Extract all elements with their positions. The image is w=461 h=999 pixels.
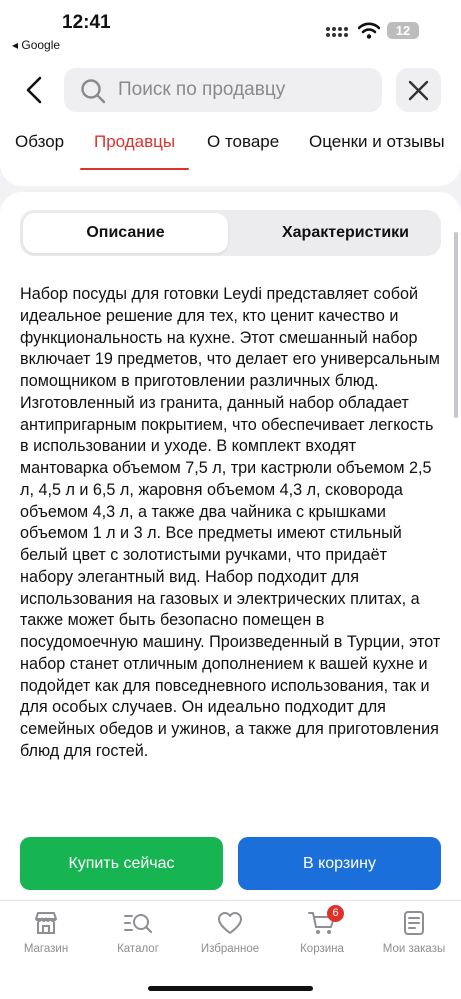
close-icon bbox=[408, 80, 429, 101]
segmented-control bbox=[20, 210, 441, 256]
orders-icon bbox=[400, 909, 428, 937]
wifi-icon bbox=[358, 22, 380, 39]
bottom-nav bbox=[0, 900, 461, 999]
nav-label: Корзина bbox=[300, 943, 344, 955]
description-card bbox=[0, 192, 461, 912]
add-to-cart-button[interactable]: В корзину bbox=[238, 837, 441, 890]
heart-icon bbox=[216, 909, 244, 937]
status-bar bbox=[0, 0, 461, 58]
buy-now-button[interactable]: Купить сейчас bbox=[20, 837, 223, 890]
scrollbar[interactable] bbox=[454, 232, 458, 418]
home-indicator[interactable] bbox=[148, 986, 313, 991]
nav-item-store[interactable] bbox=[1, 909, 91, 955]
tab-sellers[interactable]: Продавцы bbox=[94, 132, 175, 172]
cart-count-badge: 6 bbox=[327, 905, 344, 922]
product-description: Набор посуды для готовки Leydi представляет собой идеальное решение для тех, кто ценит качество и функциональность на кухне. Этот смешанный набор включает 19 предметов, что делает его универсальным помощником в приготовлении различных блюд. Изготовленный из гранита, данный набор обладает антипригарным покрытием, что обеспечивает легкость в использовании и уходе. В комплект входят мантоварка объемом 7,5 л, три кастрюли объемом 2,5 л, 4,5 л и 6,5 л, жаровня объемом 4,3 л, сковорода объемом 4,3 л, а также два чайника с крышками объемом 1 л и 3 л. Все предметы имеют стильный белый цвет с золотистыми ручками, что придаёт набору элегантный вид. Набор подходит для использования на газовых и электрических плитах, а также может быть безопасно помещен в посудомоечную машину. Произведенный в Турции, этот набор станет отличным дополнением к вашей кухне и подойдет как для повседневного использования, так и для особых случаев. Он идеально подходит для семейных обедов и ужинов, а также для приготовления блюд для гостей. bbox=[20, 285, 441, 760]
nav-label: Магазин bbox=[23, 943, 69, 955]
nav-label: Мои заказы bbox=[382, 943, 446, 955]
battery-icon: 12 bbox=[387, 22, 419, 39]
close-button[interactable] bbox=[396, 68, 441, 112]
nav-item-favorites[interactable] bbox=[185, 909, 275, 955]
header bbox=[0, 58, 461, 186]
seller-search-box[interactable] bbox=[64, 68, 382, 112]
nav-label: Избранное bbox=[200, 943, 260, 955]
segment-description[interactable]: Описание bbox=[23, 213, 228, 253]
tab-overview[interactable]: Обзор bbox=[15, 132, 65, 151]
nav-label: Каталог bbox=[117, 943, 159, 955]
search-icon bbox=[80, 78, 106, 104]
back-to-app-link[interactable]: ◂ Google bbox=[12, 38, 61, 52]
nav-item-cart[interactable] bbox=[277, 909, 367, 955]
nav-item-catalog[interactable] bbox=[93, 909, 183, 955]
tab-reviews[interactable]: Оценки и отзывы bbox=[309, 132, 445, 151]
status-time: 12:41 bbox=[62, 12, 111, 33]
search-input[interactable] bbox=[118, 68, 368, 112]
segment-characteristics[interactable]: Характеристики bbox=[281, 224, 409, 241]
store-icon bbox=[32, 909, 60, 937]
cellular-signal-icon bbox=[326, 27, 350, 39]
section-tabs bbox=[0, 132, 461, 172]
catalog-search-icon bbox=[122, 909, 154, 937]
nav-item-orders[interactable] bbox=[369, 909, 459, 955]
back-button[interactable] bbox=[20, 72, 50, 108]
chevron-left-icon bbox=[20, 72, 50, 108]
tab-about-product[interactable]: О товаре bbox=[207, 132, 280, 151]
